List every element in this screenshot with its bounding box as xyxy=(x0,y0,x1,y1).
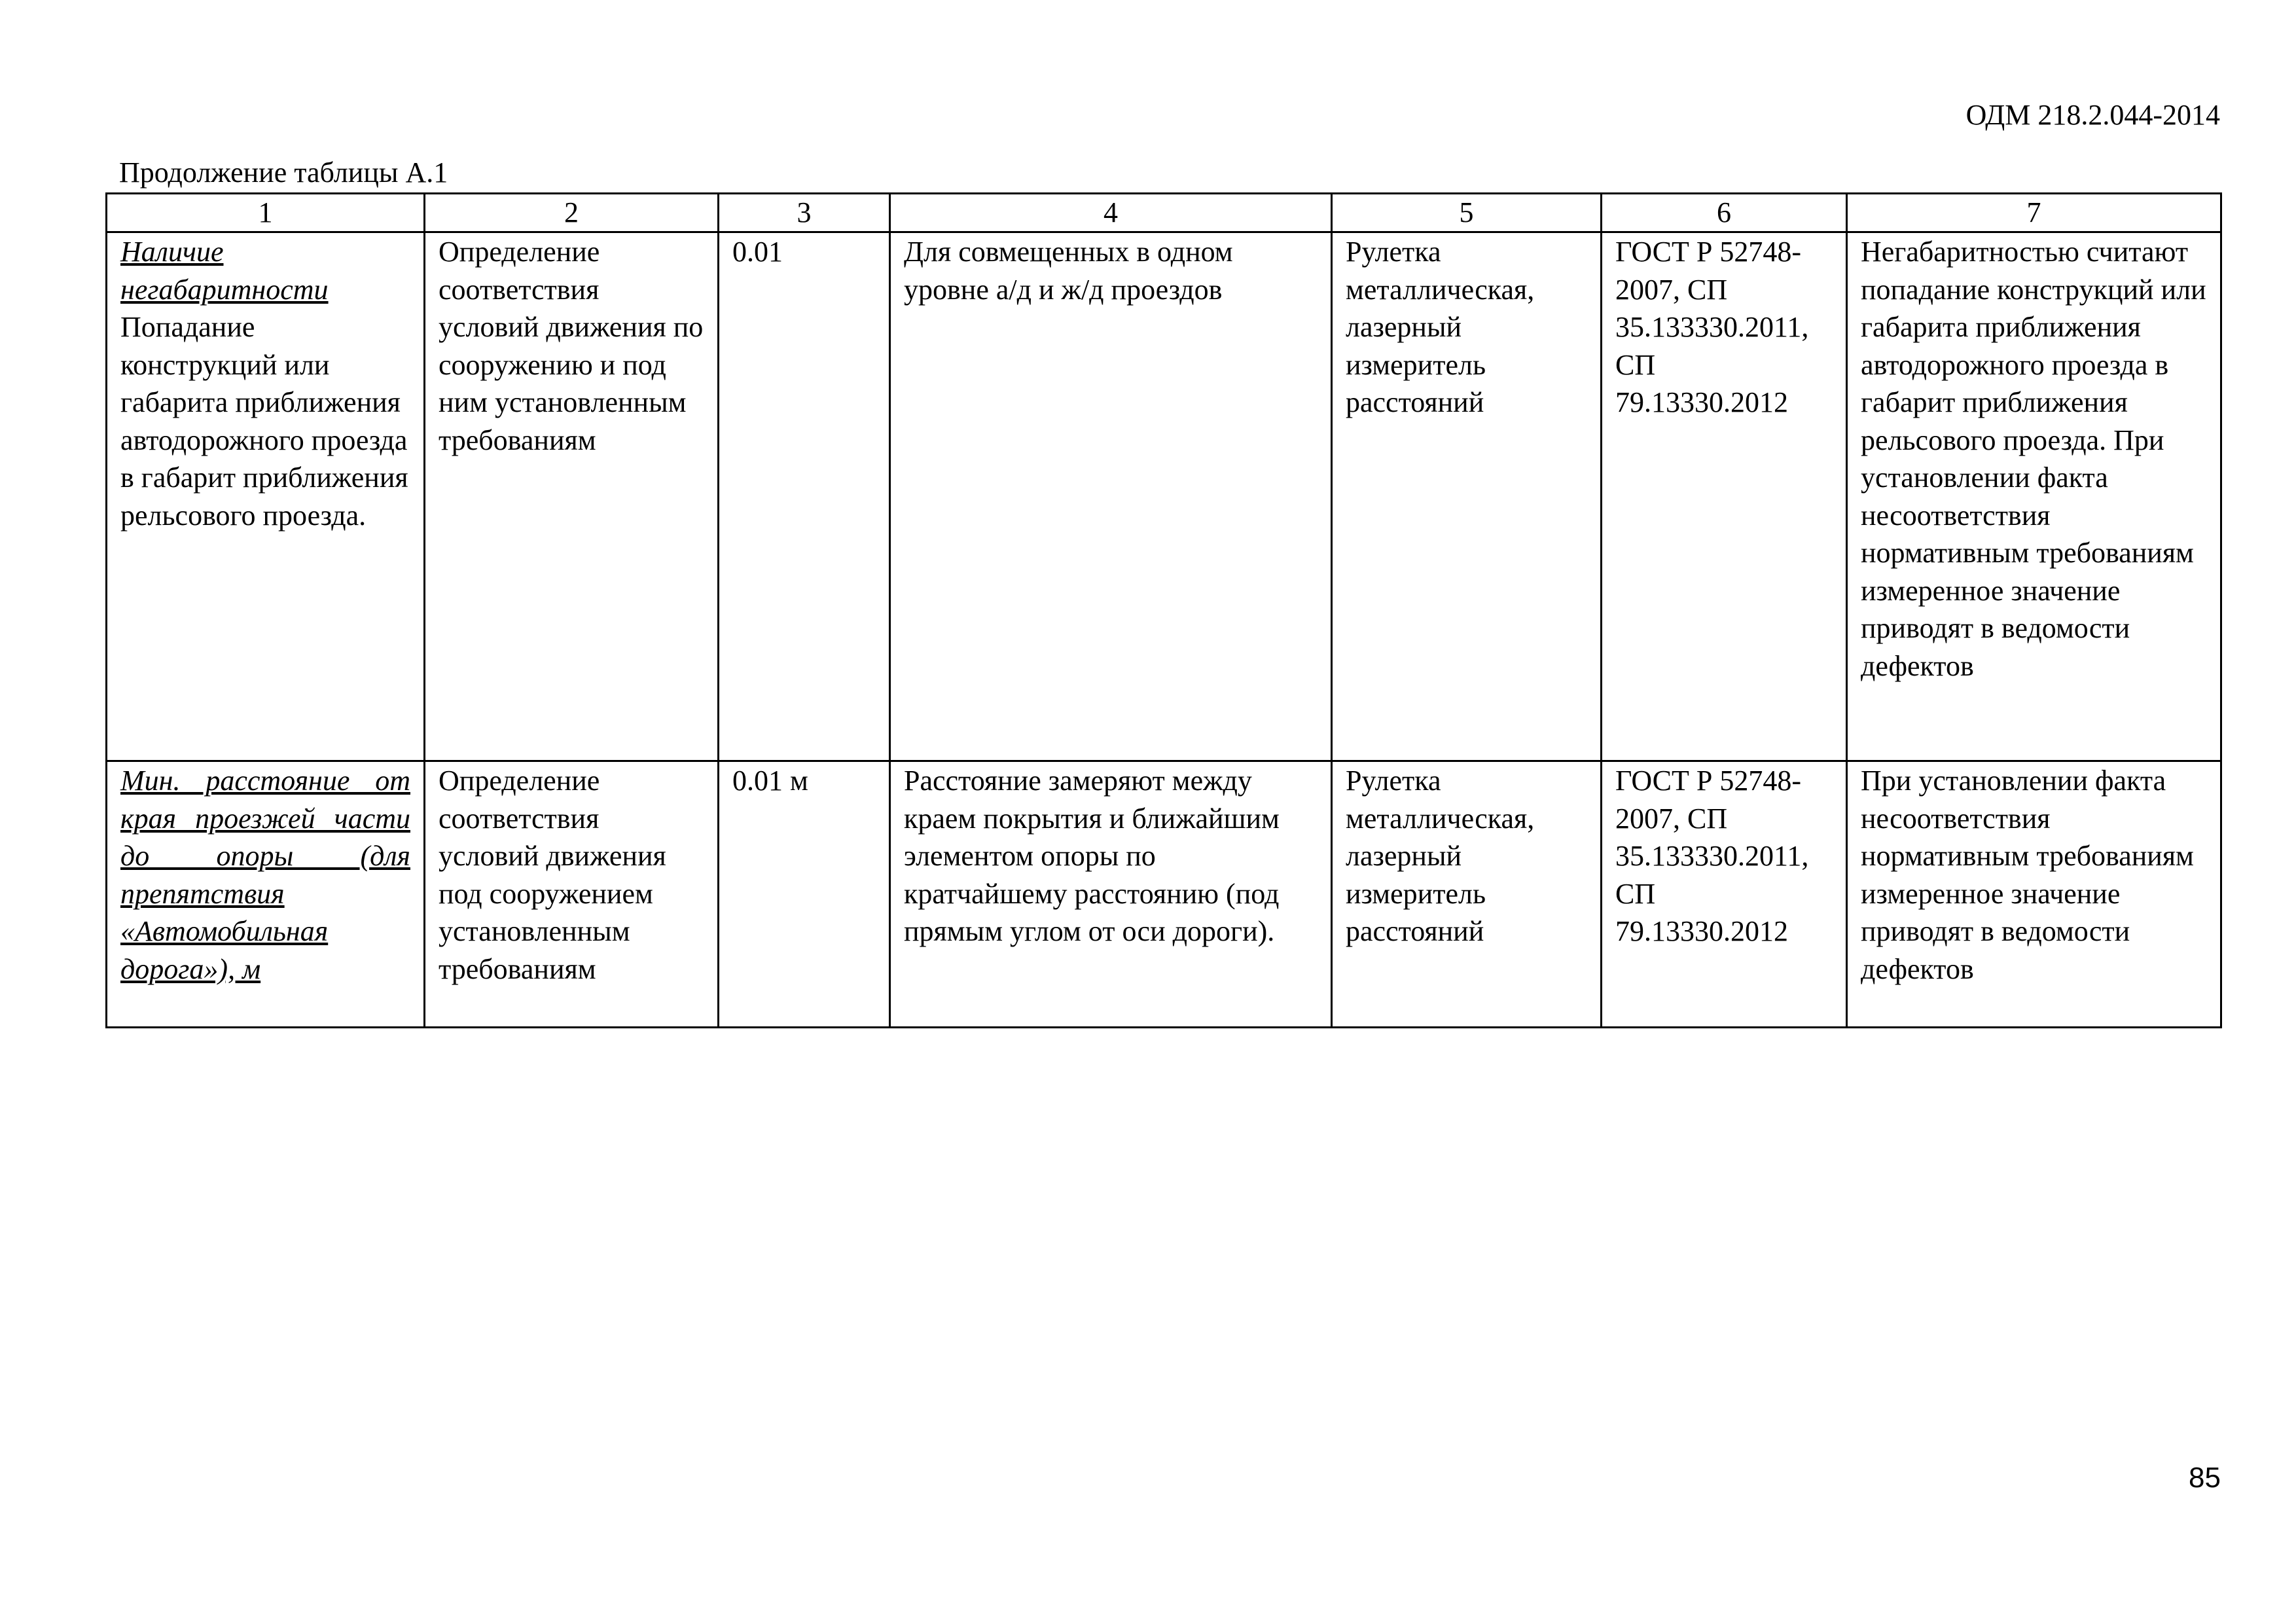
table-header-row xyxy=(107,194,2221,232)
column-header: 1 xyxy=(107,194,425,232)
column-header: 3 xyxy=(719,194,890,232)
page-number: 85 xyxy=(2189,1462,2221,1494)
parameter-name: Мин. расстояние от края проезжей части до опоры (для препятствия «Автомобильная дорога»), м xyxy=(120,765,410,985)
data-table xyxy=(105,192,2222,1028)
accuracy-cell: 0.01 м xyxy=(719,761,890,1028)
table-row xyxy=(107,761,2221,1028)
table-row xyxy=(107,232,2221,761)
document-code: ОДМ 218.2.044-2014 xyxy=(1965,99,2220,131)
note-cell: Негабаритностью считают попадание конструкций или габарита приближения автодорожного проезда в габарит приближения рельсового проезда. При установлении факта несоответствия нормативным требованиям измеренное значение приводят в ведомости дефектов xyxy=(1847,232,2221,761)
method-cell: Для совмещенных в одном уровне а/д и ж/д проездов xyxy=(890,232,1332,761)
column-header: 5 xyxy=(1332,194,1602,232)
parameter-name: Наличие негабаритности xyxy=(120,236,329,306)
note-cell: При установлении факта несоответствия нормативным требованиям измеренное значение приводят в ведомости дефектов xyxy=(1847,761,2221,1028)
purpose-cell: Определение соответствия условий движения по сооружению и под ним установленным требованиям xyxy=(425,232,719,761)
parameter-cell xyxy=(107,761,425,1028)
parameter-description: Попадание конструкций или габарита приближения автодорожного проезда в габарит приближения рельсового проезда. xyxy=(120,311,408,532)
standard-cell: ГОСТ Р 52748-2007, СП 35.133330.2011, СП 79.13330.2012 xyxy=(1602,761,1847,1028)
method-cell: Расстояние замеряют между краем покрытия и ближайшим элементом опоры по кратчайшему расстоянию (под прямым углом от оси дороги). xyxy=(890,761,1332,1028)
column-header: 6 xyxy=(1602,194,1847,232)
instrument-cell: Рулетка металлическая, лазерный измеритель расстояний xyxy=(1332,232,1602,761)
standard-cell: ГОСТ Р 52748-2007, СП 35.133330.2011, СП 79.13330.2012 xyxy=(1602,232,1847,761)
column-header: 2 xyxy=(425,194,719,232)
accuracy-cell: 0.01 xyxy=(719,232,890,761)
column-header: 7 xyxy=(1847,194,2221,232)
column-header: 4 xyxy=(890,194,1332,232)
table-caption: Продолжение таблицы А.1 xyxy=(119,156,448,189)
parameter-cell xyxy=(107,232,425,761)
purpose-cell: Определение соответствия условий движения под сооружением установленным требованиям xyxy=(425,761,719,1028)
instrument-cell: Рулетка металлическая, лазерный измеритель расстояний xyxy=(1332,761,1602,1028)
